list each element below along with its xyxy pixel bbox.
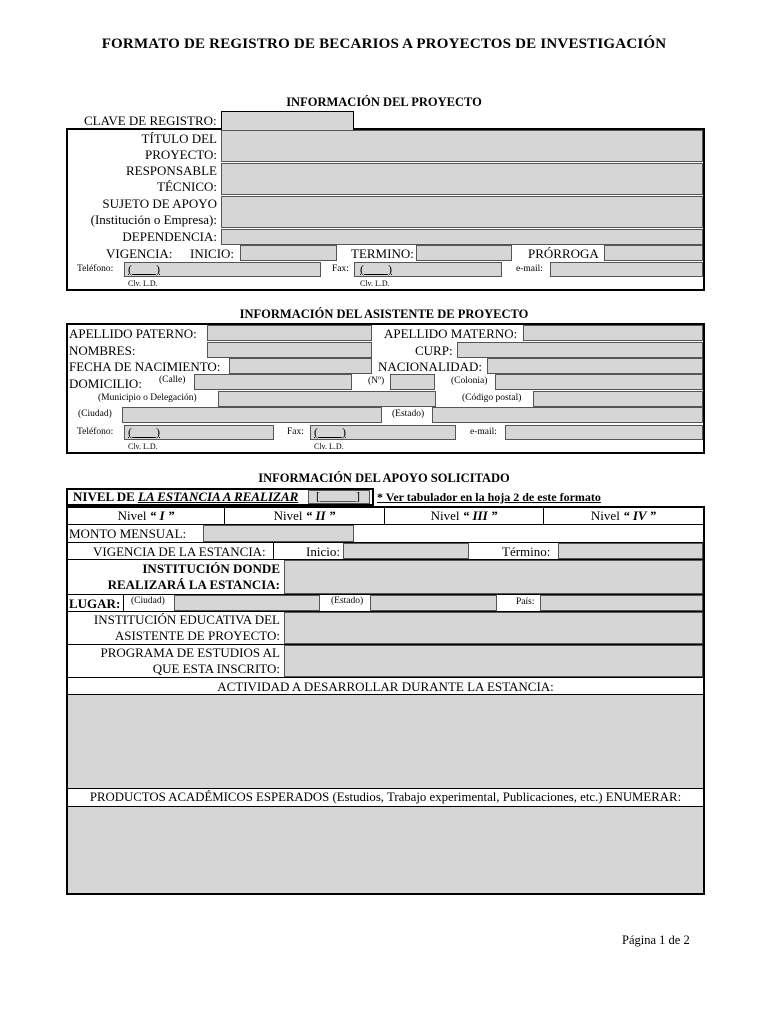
ap-materno-label: APELLIDO MATERNO: — [384, 326, 518, 341]
monto-field[interactable] — [203, 525, 354, 542]
cp-field[interactable] — [533, 391, 703, 407]
termino-estancia-field[interactable] — [558, 543, 703, 559]
clave-field[interactable] — [221, 111, 354, 130]
termino-field[interactable] — [416, 245, 512, 261]
ap-paterno-field[interactable] — [207, 325, 372, 341]
form-title: FORMATO DE REGISTRO DE BECARIOS A PROYECTOS DE INVESTIGACIÓN — [101, 36, 667, 52]
inicio-label: INICIO: — [190, 246, 235, 261]
domicilio-label: DOMICILIO: — [69, 376, 142, 391]
calle-field[interactable] — [194, 374, 352, 390]
institucion-label-2: REALIZARÁ LA ESTANCIA: — [107, 577, 280, 592]
actividad-field[interactable] — [68, 695, 703, 788]
actividad-label: ACTIVIDAD A DESARROLLAR DURANTE LA ESTANCIA: — [217, 679, 554, 694]
nivel-iii-prefix: Nivel — [430, 508, 460, 523]
prorroga-label: PRÓRROGA — [528, 246, 599, 261]
nombres-label: NOMBRES: — [69, 343, 136, 358]
titulo-field[interactable] — [221, 130, 703, 162]
email2-field[interactable] — [505, 425, 703, 440]
nacionalidad-label: NACIONALIDAD: — [378, 359, 482, 374]
termino-label: TERMINO: — [351, 246, 414, 261]
page-number: Página 1 de 2 — [622, 933, 690, 947]
titulo-label-2: PROYECTO: — [145, 147, 217, 162]
row-line — [66, 788, 705, 789]
section-heading-asistente: INFORMACIÓN DEL ASISTENTE DE PROYECTO — [239, 307, 529, 321]
clv-tel: Clv. L.D. — [128, 279, 158, 288]
lugar-pais-field[interactable] — [540, 595, 703, 611]
lugar-label: LUGAR: — [69, 596, 121, 611]
ciudad-label: (Ciudad) — [78, 409, 112, 419]
estado-label: (Estado) — [392, 409, 425, 419]
row-line — [66, 677, 705, 678]
curp-field[interactable] — [457, 342, 703, 358]
nivel-ii-prefix: Nivel — [273, 508, 303, 523]
institucion-label-1: INSTITUCIÓN DONDE — [142, 561, 280, 576]
nivel-prefix: NIVEL DE — [73, 489, 135, 504]
productos-field[interactable] — [68, 807, 703, 893]
lugar-ciudad-label: (Ciudad) — [131, 596, 165, 606]
fecha-nac-label: FECHA DE NACIMIENTO: — [69, 359, 221, 374]
fax-lada: (____) — [360, 262, 392, 276]
ap-paterno-label: APELLIDO PATERNO: — [69, 326, 197, 341]
nivel-iii-value: “ III ” — [462, 508, 498, 523]
programa-label-2: QUE ESTA INSCRITO: — [152, 661, 280, 676]
lugar-estado-field[interactable] — [370, 595, 497, 611]
fax-label: Fax: — [332, 264, 349, 274]
calle-label: (Calle) — [159, 375, 186, 385]
lugar-estado-label: (Estado) — [331, 596, 364, 606]
email-field[interactable] — [550, 262, 703, 277]
nivel-iv[interactable] — [544, 508, 703, 523]
nivel-i-prefix: Nivel — [117, 508, 147, 523]
clv-fax: Clv. L.D. — [360, 279, 390, 288]
responsable-field[interactable] — [221, 163, 703, 195]
telefono2-label: Teléfono: — [77, 427, 114, 437]
inst-educ-field[interactable] — [284, 612, 703, 644]
numero-field[interactable] — [390, 374, 435, 390]
ap-materno-field[interactable] — [523, 325, 703, 341]
municipio-label: (Municipio o Delegación) — [98, 393, 197, 403]
nivel-italic: LA ESTANCIA A REALIZAR — [138, 489, 299, 504]
inicio-estancia-label: Inicio: — [306, 544, 340, 559]
section-heading-apoyo: INFORMACIÓN DEL APOYO SOLICITADO — [258, 471, 510, 485]
fax2-label: Fax: — [287, 427, 304, 437]
prorroga-field[interactable] — [604, 245, 703, 261]
termino-estancia-label: Término: — [502, 544, 551, 559]
clave-label: CLAVE DE REGISTRO: — [84, 113, 217, 128]
inst-educ-label-1: INSTITUCIÓN EDUCATIVA DEL — [93, 612, 280, 627]
nivel-iv-prefix: Nivel — [590, 508, 620, 523]
email-label: e-mail: — [516, 264, 543, 274]
telefono-label: Teléfono: — [77, 264, 114, 274]
lugar-divider — [123, 594, 124, 611]
nivel-iii[interactable] — [385, 508, 543, 523]
inicio-field[interactable] — [240, 245, 337, 261]
programa-label-1: PROGRAMA DE ESTUDIOS AL — [100, 645, 280, 660]
inst-educ-label-2: ASISTENTE DE PROYECTO: — [114, 628, 280, 643]
lugar-pais-label: País: — [516, 597, 535, 607]
sujeto-field[interactable] — [221, 196, 703, 228]
monto-label: MONTO MENSUAL: — [69, 526, 187, 541]
titulo-label-1: TÍTULO DEL — [141, 131, 217, 146]
email2-label: e-mail: — [470, 427, 497, 437]
nivel-bracket: [______] — [316, 489, 360, 503]
dependencia-label: DEPENDENCIA: — [122, 229, 217, 244]
dependencia-field[interactable] — [221, 229, 703, 245]
inicio-estancia-field[interactable] — [343, 543, 469, 559]
clv-tel2: Clv. L.D. — [128, 442, 158, 451]
section-heading-proyecto: INFORMACIÓN DEL PROYECTO — [286, 95, 482, 109]
telefono2-lada: (____) — [128, 425, 160, 439]
sujeto-label-2: (Institución o Empresa): — [90, 212, 217, 227]
responsable-label-1: RESPONSABLE — [125, 163, 217, 178]
institucion-field[interactable] — [284, 560, 703, 594]
colonia-label: (Colonia) — [451, 376, 488, 386]
programa-field[interactable] — [284, 645, 703, 677]
productos-label: PRODUCTOS ACADÉMICOS ESPERADOS (Estudios, Trabajo experimental, Publicaciones, etc.) ENUMERAR: — [89, 790, 682, 804]
responsable-label-2: TÉCNICO: — [157, 179, 217, 194]
telefono-lada: (____) — [128, 262, 160, 276]
nombres-field[interactable] — [207, 342, 372, 358]
nivel-header — [73, 489, 298, 504]
ciudad-field[interactable] — [122, 407, 382, 423]
nivel-iv-value: “ IV ” — [623, 508, 657, 523]
row-line — [66, 524, 705, 525]
numero-label: (Nº) — [368, 376, 385, 386]
nacionalidad-field[interactable] — [487, 358, 703, 374]
curp-label: CURP: — [415, 343, 453, 358]
vigencia-estancia-label: VIGENCIA DE LA ESTANCIA: — [93, 544, 266, 559]
colonia-field[interactable] — [495, 374, 703, 390]
nivel-ii[interactable] — [225, 508, 384, 523]
sujeto-label-1: SUJETO DE APOYO — [102, 196, 217, 211]
fax2-lada: (____) — [314, 425, 346, 439]
nivel-i[interactable] — [68, 508, 224, 523]
estado-field[interactable] — [432, 407, 703, 423]
cp-label: (Código postal) — [462, 393, 522, 403]
lugar-ciudad-field[interactable] — [174, 595, 320, 611]
vigencia-divider — [273, 542, 274, 559]
municipio-field[interactable] — [218, 391, 436, 407]
fecha-nac-field[interactable] — [229, 358, 372, 374]
clv-fax2: Clv. L.D. — [314, 442, 344, 451]
tabulador-note: * Ver tabulador en la hoja 2 de este formato — [377, 490, 601, 504]
vigencia-label: VIGENCIA: — [106, 246, 173, 261]
nivel-i-value: “ I ” — [149, 508, 175, 523]
nivel-ii-value: “ II ” — [305, 508, 336, 523]
